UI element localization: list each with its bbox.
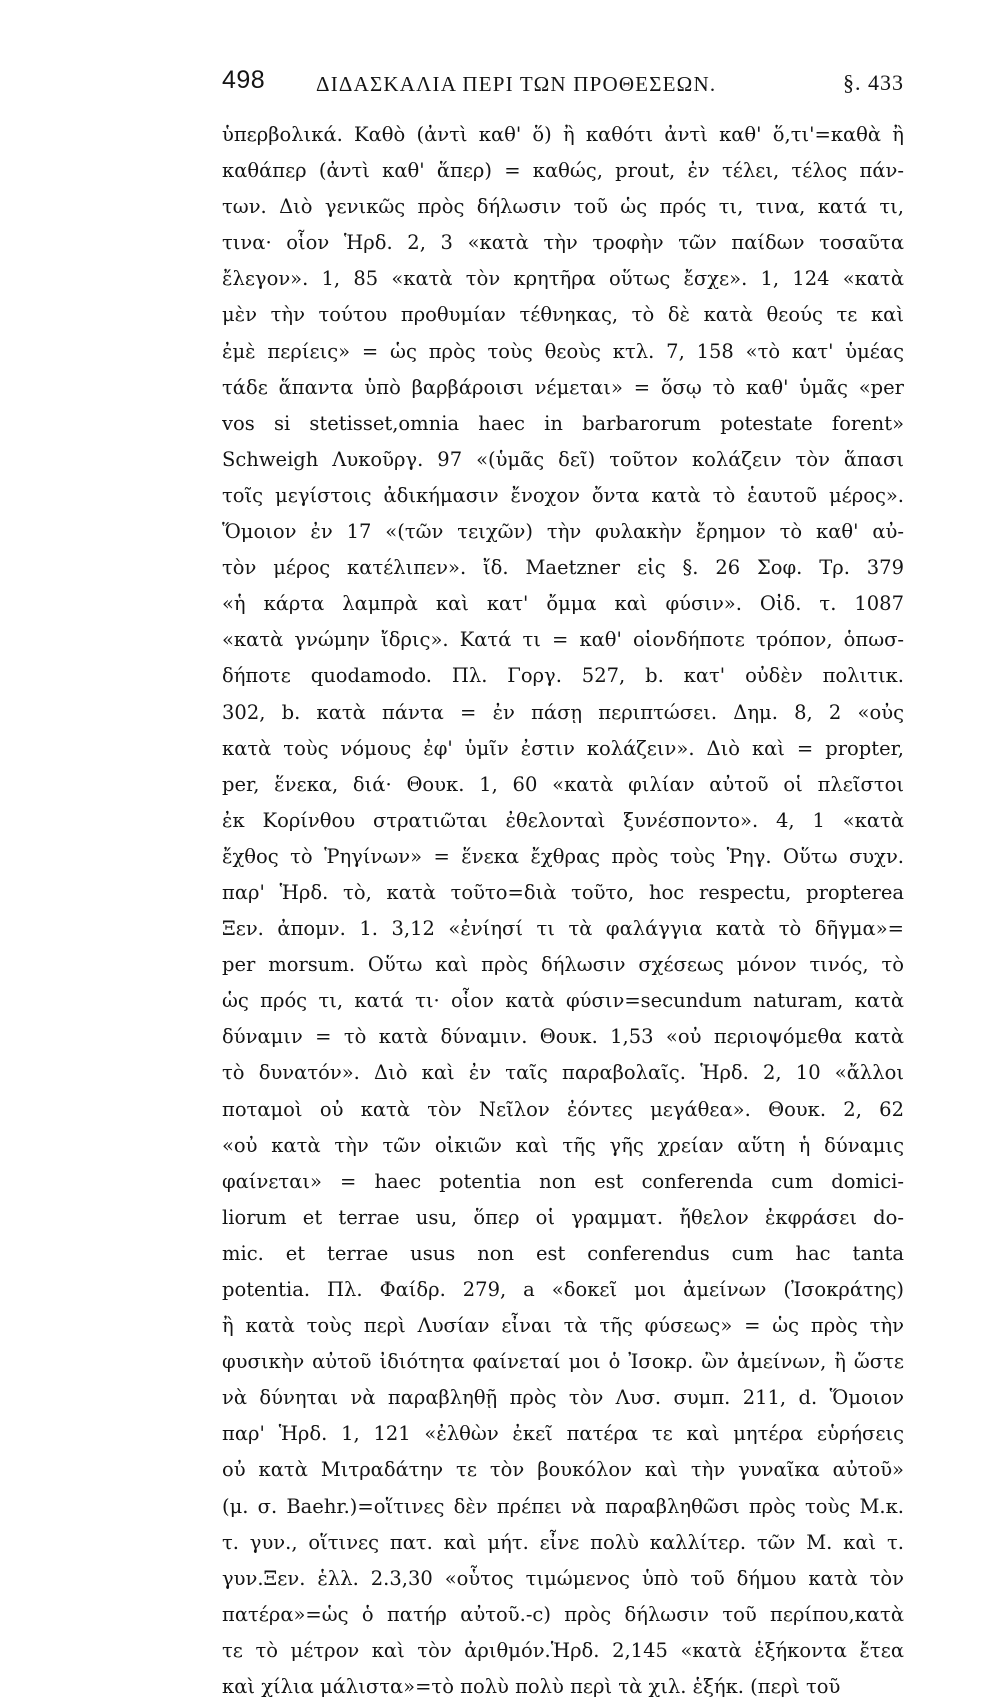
text-line: «οὐ κατὰ τὴν τῶν οἰκιῶν καὶ τῆς γῆς χρείαν αὕτη ἡ δύναμις [222, 1133, 904, 1157]
text-line: των. Διὸ γενικῶς πρὸς δήλωσιν τοῦ ὡς πρός τι, τινα, κατά τι, [222, 195, 904, 219]
text-line: παρ' Ἡρδ. τὸ, κατὰ τοῦτο=διὰ τοῦτο, hoc respectu, propterea [222, 880, 904, 904]
text-line: ἢ κατὰ τοὺς περὶ Λυσίαν εἶναι τὰ τῆς φύσεως» = ὡς πρὸς τὴν [222, 1314, 904, 1338]
text-line: τάδε ἅπαντα ὑπὸ βαρβάροισι νέμεται» = ὅσῳ τὸ καθ' ὑμᾶς «per [222, 375, 904, 399]
text-line: φαίνεται» = haec potentia non est conferenda cum domici- [222, 1169, 904, 1193]
text-line: «ἡ κάρτα λαμπρὰ καὶ κατ' ὄμμα καὶ φύσιν». Οἰδ. τ. 1087 [222, 592, 904, 616]
text-line: μὲν τὴν τούτου προθυμίαν τέθνηκας, τὸ δὲ κατὰ θεούς τε καὶ [222, 303, 904, 327]
text-line: Ὅμοιον ἐν 17 «(τῶν τειχῶν) τὴν φυλακὴν ἔρημον τὸ καθ' αὐ- [222, 520, 904, 544]
text-line: τὸ δυνατόν». Διὸ καὶ ἐν ταῖς παραβολαῖς. Ἡρδ. 2, 10 «ἄλλοι [222, 1061, 904, 1085]
text-line: vos si stetisset,omnia haec in barbarorum potestate forent» [222, 411, 904, 435]
text-line: τὸν μέρος κατέλιπεν». ἴδ. Maetzner εἰς §. 26 Σοφ. Τρ. 379 [222, 556, 904, 580]
text-line: καὶ χίλια μάλιστα»=τὸ πολὺ πολὺ περὶ τὰ χιλ. ἑξήκ. (περὶ τοῦ [222, 1675, 841, 1699]
page-number: 498 [222, 66, 266, 94]
text-line: potentia. Πλ. Φαίδρ. 279, a «δοκεῖ μοι ἀμείνων (Ἰσοκράτης) [222, 1278, 904, 1301]
text-line: per morsum. Οὕτω καὶ πρὸς δήλωσιν σχέσεως μόνον τινός, τὸ [222, 953, 904, 977]
text-line: καθάπερ (ἀντὶ καθ' ἅπερ) = καθώς, prout, ἐν τέλει, τέλος πάν- [222, 159, 904, 183]
text-line: ἔχθος τὸ Ῥηγίνων» = ἕνεκα ἔχθρας πρὸς τοὺς Ῥηγ. Οὕτω συχν. [222, 844, 904, 868]
running-head [222, 66, 904, 106]
text-line: πατέρα»=ὡς ὁ πατήρ αὐτοῦ.-c) πρὸς δήλωσιν τοῦ περίπου,κατὰ [222, 1602, 904, 1626]
body-text [222, 117, 904, 1705]
text-line: τ. γυν., οἵτινες πατ. καὶ μήτ. εἶνε πολὺ καλλίτερ. τῶν Μ. καὶ τ. [222, 1530, 904, 1554]
text-line: δύναμιν = τὸ κατὰ δύναμιν. Θουκ. 1,53 «οὐ περιοψόμεθα κατὰ [222, 1025, 904, 1049]
text-line: mic. et terrae usus non est conferendus cum hac tanta [222, 1241, 904, 1265]
header-title: ΔΙΔΑΣΚΑΛΙΑ ΠΕΡΙ ΤΩΝ ΠΡΟΘΕΣΕΩΝ. [316, 72, 717, 96]
text-line: (μ. σ. Baehr.)=οἵτινες δὲν πρέπει νὰ παραβληθῶσι πρὸς τοὺς Μ.κ. [222, 1494, 904, 1518]
text-line: ἔλεγον». 1, 85 «κατὰ τὸν κρητῆρα οὕτως ἔσχε». 1, 124 «κατὰ [222, 267, 904, 291]
text-line: τε τὸ μέτρον καὶ τὸν ἀριθμόν.Ἡρδ. 2,145 «κατὰ ἑξήκοντα ἔτεα [222, 1638, 904, 1662]
text-line: παρ' Ἡρδ. 1, 121 «ἐλθὼν ἐκεῖ πατέρα τε καὶ μητέρα εὑρήσεις [222, 1422, 904, 1446]
text-line: ὑπερβολικά. Καθὸ (ἀντὶ καθ' ὅ) ἢ καθότι ἀντὶ καθ' ὅ,τι'=καθὰ ἢ [222, 123, 904, 146]
text-line: per, ἕνεκα, διά· Θουκ. 1, 60 «κατὰ φιλίαν αὐτοῦ οἱ πλεῖστοι [222, 772, 904, 796]
section-reference: §. 433 [843, 70, 904, 95]
text-line: ποταμοὶ οὐ κατὰ τὸν Νεῖλον ἐόντες μεγάθεα». Θουκ. 2, 62 [222, 1097, 904, 1121]
text-line: 302, b. κατὰ πάντα = ἐν πάσῃ περιπτώσει. Δημ. 8, 2 «οὐς [222, 700, 904, 724]
text-line: Schweigh Λυκοῦργ. 97 «(ὑμᾶς δεῖ) τοῦτον κολάζειν τὸν ἅπασι [222, 447, 904, 471]
text-line: liorum et terrae usu, ὅπερ οἱ γραμματ. ἤθελον ἐκφράσει do- [222, 1205, 904, 1229]
text-line: Ξεν. ἀπομν. 1. 3,12 «ἐνίησί τι τὰ φαλάγγια κατὰ τὸ δῆγμα»= [222, 917, 904, 941]
text-line: οὐ κατὰ Μιτραδάτην τε τὸν βουκόλον καὶ τὴν γυναῖκα αὐτοῦ» [222, 1458, 904, 1482]
text-line: ἐκ Κορίνθου στρατιῶται ἐθελονταὶ ξυνέσποντο». 4, 1 «κατὰ [222, 808, 904, 832]
text-line: τοῖς μεγίστοις ἀδικήμασιν ἔνοχον ὄντα κατὰ τὸ ἑαυτοῦ μέρος». [222, 483, 904, 507]
text-line: γυν.Ξεν. ἑλλ. 2.3,30 «οὗτος τιμώμενος ὑπὸ τοῦ δήμου κατὰ τὸν [222, 1566, 904, 1590]
text-line: κατὰ τοὺς νόμους ἐφ' ὑμῖν ἐστιν κολάζειν». Διὸ καὶ = propter, [222, 736, 904, 760]
text-line: ἐμὲ περίεις» = ὡς πρὸς τοὺς θεοὺς κτλ. 7, 158 «τὸ κατ' ὑμέας [222, 339, 904, 363]
text-line: νὰ δύνηται νὰ παραβληθῇ πρὸς τὸν Λυσ. συμπ. 211, d. Ὅμοιον [222, 1386, 904, 1410]
text-line: δήποτε quodamodo. Πλ. Γοργ. 527, b. κατ' οὐδὲν πολιτικ. [222, 664, 904, 688]
text-line: τινα· οἷον Ἡρδ. 2, 3 «κατὰ τὴν τροφὴν τῶν παίδων τοσαῦτα [222, 231, 904, 255]
text-line: ὡς πρός τι, κατά τι· οἷον κατὰ φύσιν=secundum naturam, κατὰ [222, 989, 904, 1013]
text-line: φυσικὴν αὐτοῦ ἰδιότητα φαίνεταί μοι ὁ Ἰσοκρ. ὢν ἀμείνων, ἢ ὥστε [222, 1350, 904, 1374]
text-line: «κατὰ γνώμην ἴδρις». Κατά τι = καθ' οἱονδήποτε τρόπον, ὁπωσ- [222, 628, 904, 652]
